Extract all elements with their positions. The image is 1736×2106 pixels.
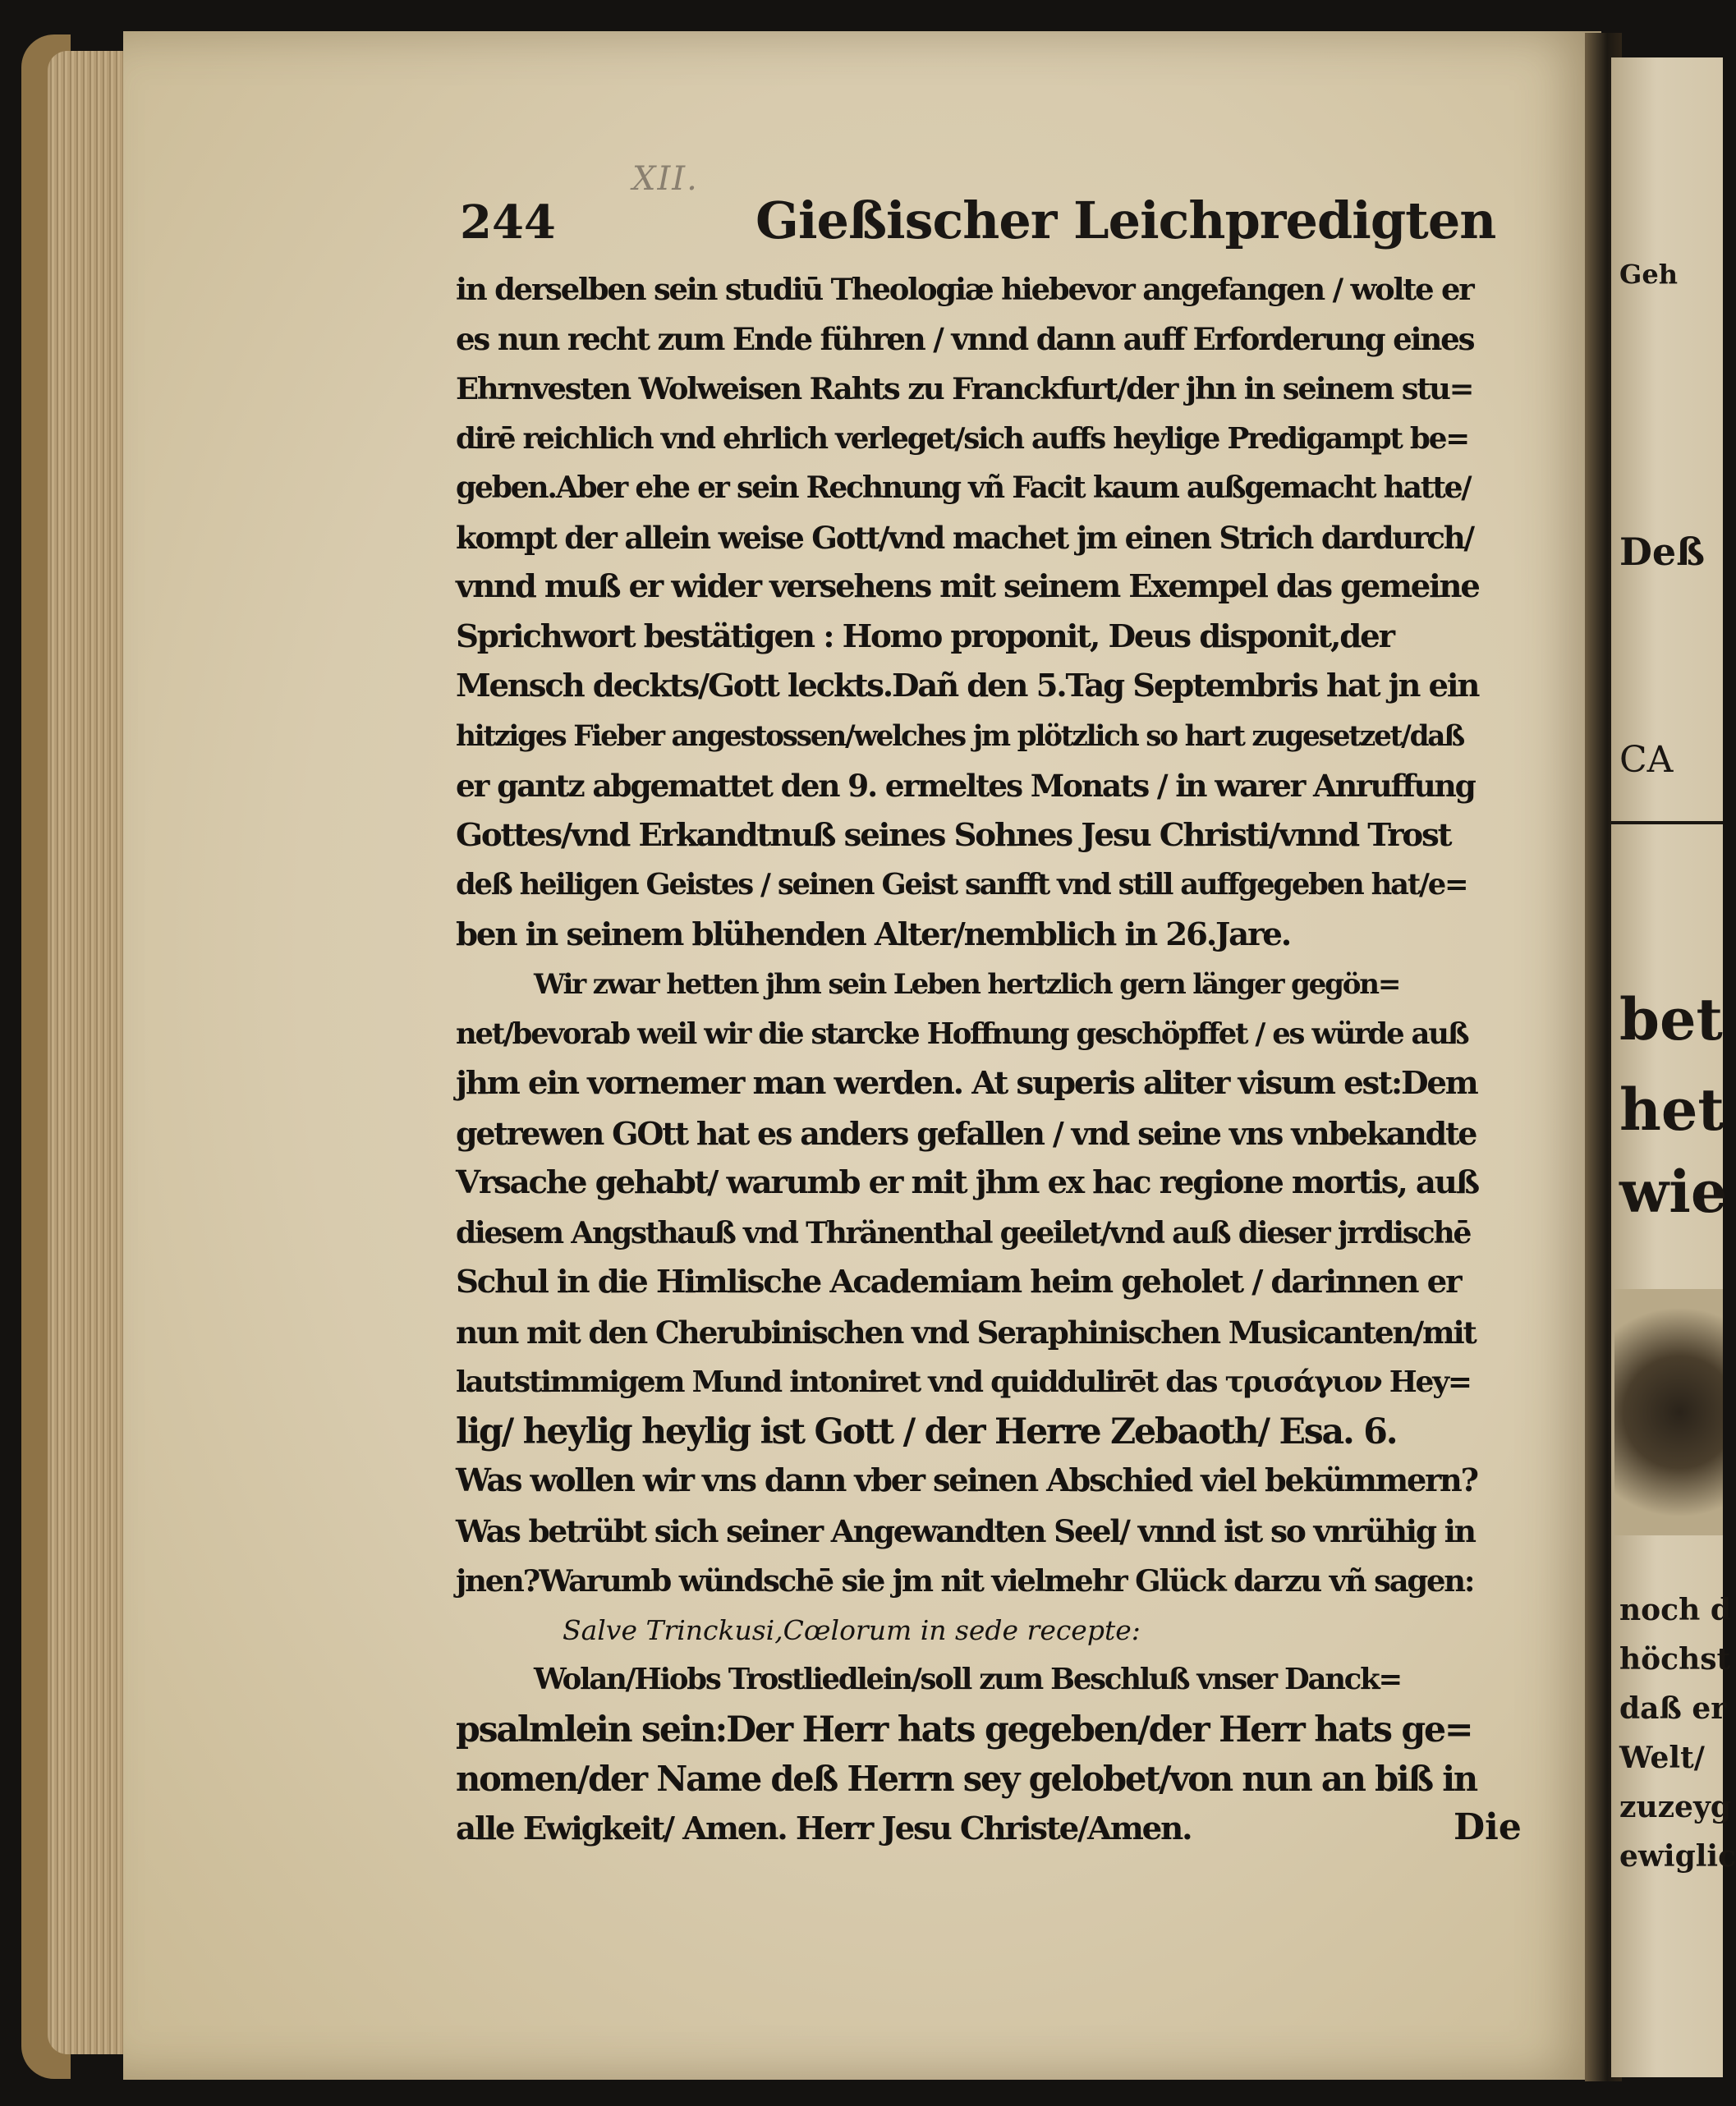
facing-fragment: het — [1619, 1076, 1725, 1144]
text-line: er gantz abgemattet den 9. ermeltes Monats / in warer Anruffung — [456, 768, 1475, 804]
text-line: Was betrübt sich seiner Angewandten Seel/ vnnd ist so vnrühig in — [456, 1512, 1475, 1549]
facing-fragment: noch d — [1619, 1593, 1731, 1627]
text-line: Wir zwar hetten jhm sein Leben hertzlich gern länger gegön= — [534, 968, 1400, 1001]
text-line: in derselben sein studiū Theologiæ hiebevor angefangen / wolte er — [456, 271, 1473, 307]
text-line: nomen/der Name deß Herrn sey gelobet/von nun an biß in — [456, 1759, 1477, 1799]
facing-fragment: zuzeyg — [1619, 1790, 1732, 1824]
text-line: nun mit den Cherubinischen vnd Seraphinischen Musicanten/mit — [456, 1314, 1476, 1351]
facing-fragment: Welt/ — [1619, 1741, 1705, 1775]
text-line: geben.Aber ehe er sein Rechnung vñ Facit kaum außgemacht hatte/ — [456, 470, 1471, 505]
text-line: Ehrnvesten Wolweisen Rahts zu Franckfurt/der jhn in seinem stu= — [456, 370, 1473, 406]
text-line: ben in seinem blühenden Alter/nemblich in 26.Jare. — [456, 915, 1291, 953]
page-number: 244 — [460, 195, 556, 250]
page-header — [460, 190, 1511, 269]
text-line: jhm ein vornemer man werden. At superis aliter visum est:Dem — [456, 1065, 1477, 1102]
facing-rule — [1611, 821, 1723, 824]
text-line: Gottes/vnd Erkandtnuß seines Sohnes Jesu Christi/vnnd Trost — [456, 816, 1451, 854]
text-line: lautstimmigem Mund intoniret vnd quiddulirēt das τρισάγιον Hey= — [456, 1365, 1471, 1399]
facing-fragment: höchst — [1619, 1642, 1731, 1677]
text-line: jnen?Warumb wündschē sie jm nit vielmehr Glück darzu vñ sagen: — [456, 1562, 1474, 1599]
running-title: Gießischer Leichpredigten — [755, 190, 1496, 250]
facing-fragment: bet — [1619, 985, 1723, 1053]
text-line: Vrsache gehabt/ warumb er mit jhm ex hac regione mortis, auß — [456, 1164, 1478, 1201]
latin-verse: Salve Trinckusi,Cœlorum in sede recepte: — [563, 1613, 1141, 1646]
facing-page — [1611, 57, 1736, 2077]
text-line: Mensch deckts/Gott leckts.Dañ den 5.Tag Septembris hat jn ein — [456, 668, 1479, 704]
text-line: kompt der allein weise Gott/vnd machet jm einen Strich dardurch/ — [456, 519, 1473, 556]
pencil-note: XII. — [632, 160, 699, 198]
facing-fragment: daß er — [1619, 1691, 1727, 1726]
facing-fragment: CA — [1619, 739, 1674, 781]
text-line: net/bevorab weil wir die starcke Hoffnung geschöpffet / es würde auß — [456, 1016, 1468, 1051]
text-line: getrewen GOtt hat es anders gefallen / vnd seine vns vnbekandte — [456, 1114, 1477, 1152]
text-line: Was wollen wir vns dann vber seinen Abschied viel bekümmern? — [456, 1462, 1477, 1499]
text-line: Schul in die Himlische Academiam heim geholet / darinnen er — [456, 1264, 1461, 1301]
text-line: lig/ heylig heylig ist Gott / der Herre Zebaoth/ Esa. 6. — [456, 1411, 1397, 1452]
text-line: vnnd muß er wider versehens mit seinem Exempel das gemeine — [456, 568, 1479, 605]
text-line: hitziges Fieber angestossen/welches jm plötzlich so hart zugesetzet/daß — [456, 719, 1464, 753]
text-line: es nun recht zum Ende führen / vnnd dann auff Erforderung eines — [456, 320, 1474, 357]
facing-fragment: Geh — [1619, 259, 1678, 290]
text-line: Wolan/Hiobs Trostliedlein/soll zum Beschluß vnser Danck= — [534, 1663, 1401, 1696]
decorated-initial — [1614, 1289, 1723, 1535]
text-line: psalmlein sein:Der Herr hats gegeben/der Herr hats ge= — [456, 1709, 1472, 1750]
body-text — [456, 264, 1515, 1854]
text-line: dirē reichlich vnd ehrlich verleget/sich auffs heylige Predigampt be= — [456, 420, 1468, 456]
text-line: deß heiligen Geistes / seinen Geist sanfft vnd still auffgegeben hat/e= — [456, 868, 1467, 902]
text-line: diesem Angsthauß vnd Thränenthal geeilet/vnd auß dieser jrrdischē — [456, 1215, 1471, 1250]
facing-fragment: Deß — [1619, 530, 1706, 574]
catchword: Die — [1454, 1806, 1522, 1848]
text-line: alle Ewigkeit/ Amen. Herr Jesu Christe/Amen. — [456, 1810, 1192, 1847]
facing-fragment: wie — [1619, 1158, 1728, 1226]
text-line: Sprichwort bestätigen : Homo proponit, Deus disponit,der — [456, 617, 1394, 655]
facing-fragment: ewiglic — [1619, 1839, 1736, 1874]
